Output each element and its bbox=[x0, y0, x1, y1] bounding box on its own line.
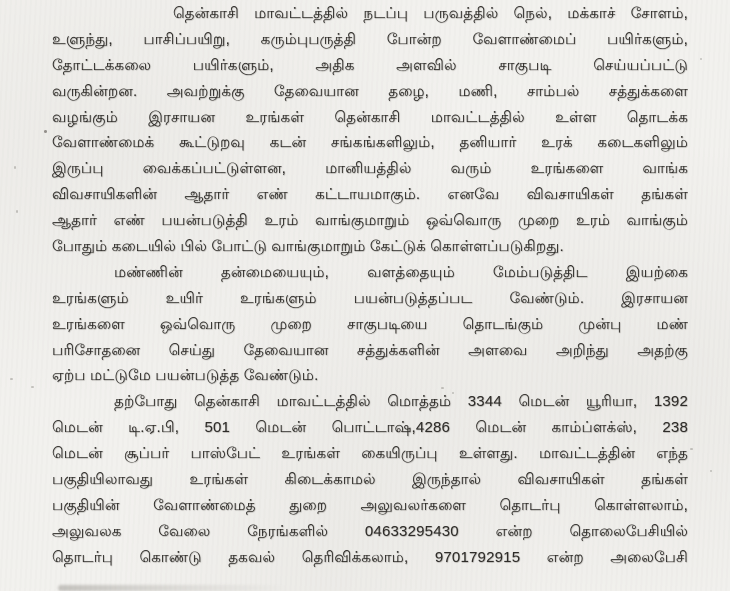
text-line: போதும் கடையில் பில் போட்டு வாங்குமாறும் கேட்டுக் கொள்ளப்படுகிறது. bbox=[52, 238, 564, 256]
paragraph-2 bbox=[52, 260, 688, 389]
text-line: ஆதார் எண் பயன்படுத்தி உரம் வாங்குமாறும் ஒவ்வொரு முறை உரம் வாங்கும் bbox=[52, 212, 688, 230]
scan-noise-speck bbox=[710, 470, 712, 472]
paragraph-1 bbox=[52, 1, 688, 260]
text-line: உரங்களும் உயிர் உரங்களும் பயன்படுத்தப்பட வேண்டும். இரசாயன bbox=[52, 289, 688, 307]
text-line: விவசாயிகளின் ஆதார் எண் கட்டாயமாகும். எனவே விவசாயிகள் தங்கள் bbox=[52, 186, 688, 204]
paragraph-3 bbox=[52, 389, 688, 570]
text-line: தோட்டக்கலை பயிர்களும், அதிக அளவில் சாகுபடி செய்யப்பட்டு bbox=[52, 56, 688, 74]
text-line: மெடன் டி.ஏ.பி, 501 மெடன் பொட்டாஷ்,4286 மெடன் காம்ப்ளக்ஸ், 238 bbox=[52, 419, 688, 437]
text-line: மெடன் சூப்பர் பாஸ்பேட் உரங்கள் கையிருப்பு உள்ளது. மாவட்டத்தின் எந்த bbox=[52, 445, 688, 463]
text-line: உளுந்து, பாசிப்பயிறு, கரும்புபருத்தி போன்ற வேளாண்மைப் பயிர்களும், bbox=[52, 30, 688, 48]
text-line: தற்போது தென்காசி மாவட்டத்தில் மொத்தம் 3344 மெடன் யூரியா, 1392 bbox=[114, 393, 688, 411]
text-line: மண்ணின் தன்மையையும், வளத்தையும் மேம்படுத்திட இயற்கை bbox=[114, 263, 688, 281]
text-line: இருப்பு வைக்கப்பட்டுள்ளன, மானியத்தில் வரும் உரங்களை வாங்க bbox=[52, 160, 688, 178]
text-line: தென்காசி மாவட்டத்தில் நடப்பு பருவத்தில் நெல், மக்காச் சோளம், bbox=[173, 5, 688, 22]
text-line: பரிசோதனை செய்து தேவையான சத்துக்களின் அளவை அறிந்து அதற்கு bbox=[52, 341, 688, 359]
cutoff-bottom-line-smudge bbox=[58, 585, 288, 591]
text-line: ஏற்ப மட்டுமே பயன்படுத்த வேண்டும். bbox=[52, 367, 319, 385]
scan-noise-speck bbox=[14, 166, 16, 169]
scan-noise-speck bbox=[690, 448, 693, 450]
scan-noise-speck bbox=[44, 130, 47, 133]
text-line: தொடர்பு கொண்டு தகவல் தெரிவிக்கலாம், 9701792915 என்ற அலைபேசி bbox=[52, 548, 688, 566]
text-line: உரங்களை ஒவ்வொரு முறை சாகுபடியை தொடங்கும் முன்பு மண் bbox=[52, 315, 688, 333]
scan-noise-speck bbox=[452, 392, 454, 394]
text-line: வருகின்றன. அவற்றுக்கு தேவையான தழை, மணி, சாம்பல் சத்துக்களை bbox=[52, 82, 688, 100]
text-line: பகுதியின் வேளாண்மைத் துறை அலுவலர்களை தொடர்பு கொள்ளலாம், bbox=[52, 496, 688, 514]
scan-noise-speck bbox=[16, 210, 18, 213]
scan-noise-speck bbox=[700, 58, 702, 60]
text-line: வேளாண்மைக் கூட்டுறவு கடன் சங்கங்களிலும், தனியார் உரக் கடைகளிலும் bbox=[52, 134, 688, 152]
text-line: வழங்கும் இரசாயன உரங்கள் தென்காசி மாவட்டத்தில் உள்ள தொடக்க bbox=[52, 108, 688, 126]
scan-noise-speck bbox=[441, 387, 444, 389]
text-line: அலுவலக வேலை நேரங்களில் 04633295430 என்ற தொலைபேசியில் bbox=[52, 522, 688, 540]
text-line: பகுதியிலாவது உரங்கள் கிடைக்காமல் இருந்தால் விவசாயிகள் தங்கள் bbox=[52, 471, 688, 489]
scan-noise-speck bbox=[672, 176, 674, 178]
scan-noise-speck bbox=[31, 386, 34, 388]
scan-noise-speck bbox=[10, 378, 13, 380]
document-text-block bbox=[52, 1, 688, 571]
